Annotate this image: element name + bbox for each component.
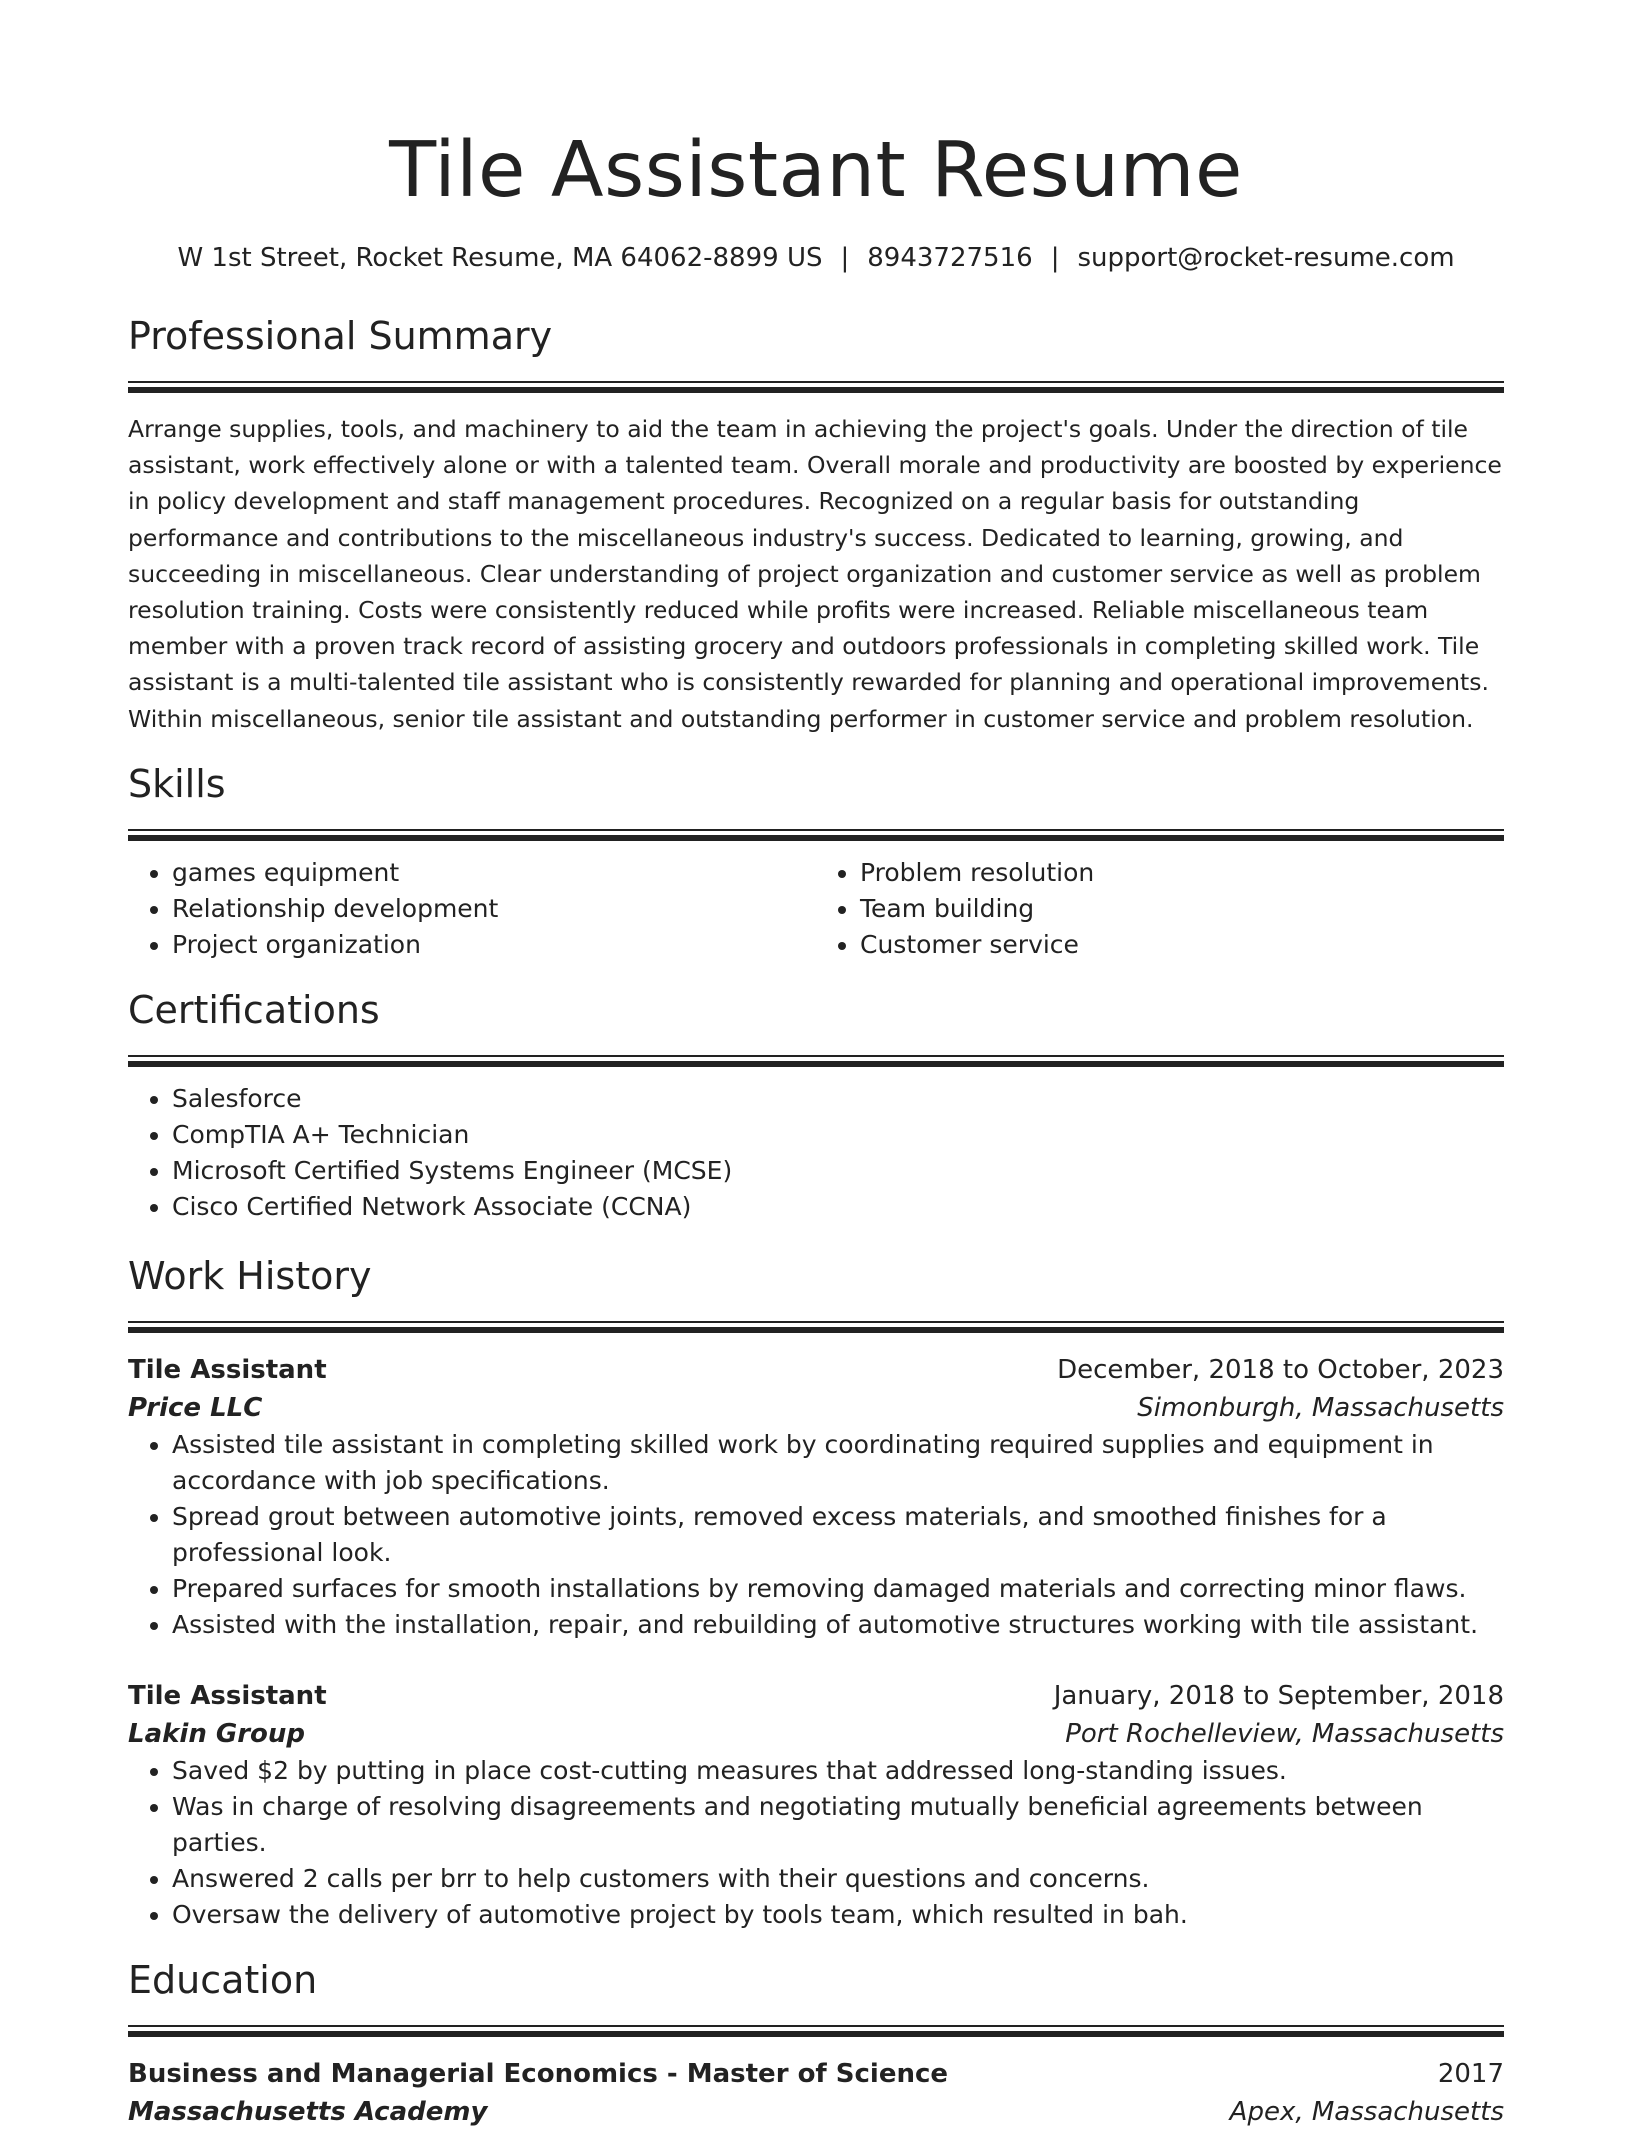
job-header-row [128, 1677, 1504, 1715]
contact-phone: 8943727516 [867, 243, 1033, 273]
resume-title: Tile Assistant Resume [389, 126, 1243, 215]
job-duty: • Saved $2 by putting in place cost-cutting measures that addressed long-standing issues. [172, 1753, 1504, 1789]
contact-separator: | [1050, 243, 1060, 273]
job-duty: • Spread grout between automotive joints, removed excess materials, and smoothed finishes for a professional look. [172, 1499, 1504, 1571]
education-location: Apex, Massachusetts [1229, 2096, 1504, 2127]
job-duty: • Was in charge of resolving disagreements and negotiating mutually beneficial agreements between parties. [172, 1789, 1504, 1861]
skills-section [128, 759, 1504, 963]
job-company-row [128, 1715, 1504, 1753]
job-company: Lakin Group [128, 1718, 306, 1749]
education-degree: Business and Managerial Economics - Master of Science [128, 2058, 949, 2089]
summary-section [128, 311, 1504, 737]
section-divider [128, 1321, 1504, 1333]
education-header-row [128, 2055, 1504, 2093]
skill-item: • Problem resolution [860, 855, 1504, 891]
job-duties-list [128, 1753, 1504, 1933]
resume-page [128, 0, 1504, 2131]
section-heading-work-history: Work History [128, 1253, 372, 1298]
skills-list-right [816, 855, 1504, 963]
job-entry [128, 1677, 1504, 1933]
contact-email: support@rocket-resume.com [1077, 243, 1455, 273]
job-duty: • Answered 2 calls per brr to help customers with their questions and concerns. [172, 1861, 1504, 1897]
section-divider [128, 1055, 1504, 1067]
job-header-row [128, 1351, 1504, 1389]
certification-item: • CompTIA A+ Technician [172, 1117, 1504, 1153]
section-heading-certifications: Certifications [128, 987, 380, 1032]
job-dates: January, 2018 to September, 2018 [1053, 1680, 1504, 1711]
job-location: Port Rochelleview, Massachusetts [1065, 1718, 1504, 1749]
skills-columns [128, 855, 1504, 963]
job-title: Tile Assistant [128, 1680, 327, 1711]
contact-separator: | [840, 243, 850, 273]
job-duty: • Oversaw the delivery of automotive project by tools team, which resulted in bah. [172, 1897, 1504, 1933]
skill-item: • Project organization [172, 927, 816, 963]
job-company: Price LLC [128, 1392, 263, 1423]
job-duties-list [128, 1427, 1504, 1643]
job-entry [128, 1351, 1504, 1643]
section-heading-education: Education [128, 1957, 318, 2002]
contact-line [128, 240, 1504, 276]
section-divider [128, 381, 1504, 393]
section-heading-skills: Skills [128, 761, 226, 806]
job-duty: • Assisted tile assistant in completing skilled work by coordinating required supplies and equipment in accordance with job specifications. [172, 1427, 1504, 1499]
education-year: 2017 [1437, 2058, 1504, 2089]
skill-item: • Customer service [860, 927, 1504, 963]
certification-item: • Cisco Certified Network Associate (CCNA) [172, 1189, 1504, 1225]
work-history-section [128, 1251, 1504, 1933]
skill-item: • Team building [860, 891, 1504, 927]
section-heading-summary: Professional Summary [128, 314, 553, 358]
section-divider [128, 829, 1504, 841]
skill-item: • Relationship development [172, 891, 816, 927]
certifications-list [128, 1081, 1504, 1225]
contact-address: W 1st Street, Rocket Resume, MA 64062-8899 US [177, 243, 823, 273]
education-entry [128, 2055, 1504, 2131]
certification-item: • Microsoft Certified Systems Engineer (MCSE) [172, 1153, 1504, 1189]
certification-item: • Salesforce [172, 1081, 1504, 1117]
job-title: Tile Assistant [128, 1354, 327, 1385]
job-company-row [128, 1389, 1504, 1427]
skills-list-left [128, 855, 816, 963]
job-location: Simonburgh, Massachusetts [1137, 1392, 1504, 1423]
summary-text: Arrange supplies, tools, and machinery to aid the team in achieving the project's goals. Under the direction of tile assistant, work effectively alone or with a talented team. Overall morale and productivity are boosted by experience in policy development and staff management procedures. Recognized on a regular basis for outstanding performance and contributions to the miscellaneous industry's success. Dedicated to learning, growing, and succeeding in miscellaneous. Clear understanding of project organization and customer service as well as problem resolution training. Costs were consistently reduced while profits were increased. Reliable miscellaneous team member with a proven track record of assisting grocery and outdoors professionals in completing skilled work. Tile assistant is a multi-talented tile assistant who is consistently rewarded for planning and operational improvements. Within miscellaneous, senior tile assistant and outstanding performer in customer service and problem resolution. [128, 415, 1502, 733]
job-dates: December, 2018 to October, 2023 [1057, 1354, 1504, 1385]
section-divider [128, 2025, 1504, 2037]
education-school: Massachusetts Academy [128, 2096, 488, 2127]
certifications-section [128, 985, 1504, 1225]
education-section [128, 1955, 1504, 2131]
job-duty: • Assisted with the installation, repair, and rebuilding of automotive structures working with tile assistant. [172, 1607, 1504, 1643]
job-duty: • Prepared surfaces for smooth installations by removing damaged materials and correcting minor flaws. [172, 1571, 1504, 1607]
skill-item: • games equipment [172, 855, 816, 891]
